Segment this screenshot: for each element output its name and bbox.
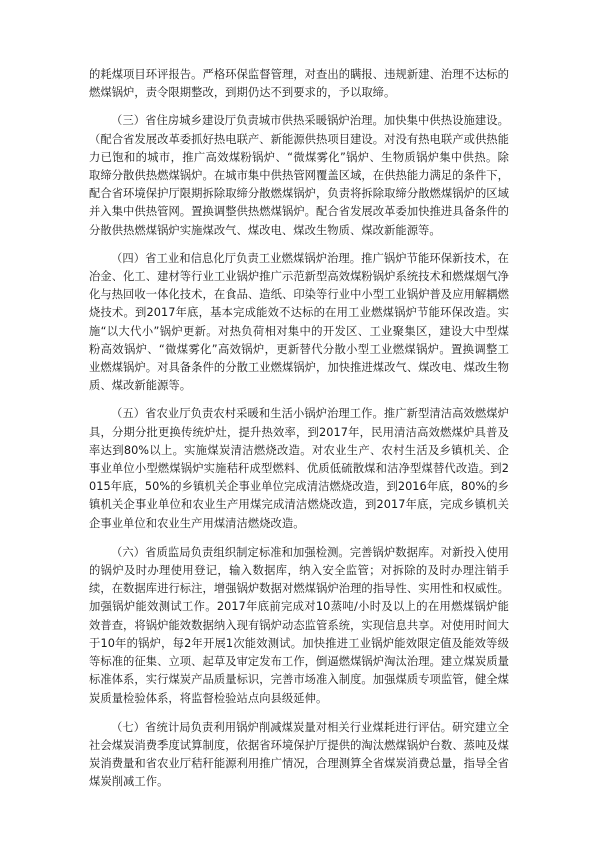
paragraph-section-7: （七）省统计局负责利用锅炉削减煤炭量对相关行业煤耗进行评估。研究建立全社会煤炭消费季度试算制度，依据省环境保护厅提供的淘汰燃煤锅炉台数、蒸吨及煤炭消费量和省农业厅秸秆能源利用推广情况，合理测算全省煤炭消费总量，指导全省煤炭削减工作。 (89, 720, 509, 789)
paragraph-section-5: （五）省农业厅负责农村采暖和生活小锅炉治理工作。推广新型清洁高效燃煤炉具，分期分批更换传统炉灶，提升热效率，到2017年，民用清洁高效燃煤炉具普及率达到80%以上。实施煤炭清洁燃烧改造。对农业生产、农村生活及乡镇机关、企事业单位小型燃煤锅炉实施秸秆成型燃料、优质低硫散煤和洁净型煤替代改造。到2015年底，50%的乡镇机关企事业单位完成清洁燃烧改造，到2016年底，80%的乡镇机关企事业单位和农业生产用煤完成清洁燃烧改造，到2017年底，完成乡镇机关企事业单位和农业生产用煤清洁燃烧改造。 (89, 407, 509, 530)
paragraph-section-3: （三）省住房城乡建设厅负责城市供热采暖锅炉治理。加快集中供热设施建设。（配合省发展改革委抓好热电联产、新能源供热项目建设。对没有热电联产或供热能力已饱和的城市，推广高效煤粉锅炉、“微煤雾化”锅炉、生物质锅炉集中供热。除取缔分散供热燃煤锅炉。在城市集中供热管网覆盖区域，在供热能力满足的条件下，配合省环境保护厅限期拆除取缔分散燃煤锅炉，负责将拆除取缔分散燃煤锅炉的区域并入集中供热管网。置换调整供热燃煤锅炉。配合省发展改革委加快推进具备条件的分散供热燃煤锅炉实施煤改气、煤改电、煤改生物质、煤改新能源等。 (89, 114, 509, 237)
document-body (89, 66, 509, 792)
paragraph-section-4: （四）省工业和信息化厅负责工业燃煤锅炉治理。推广锅炉节能环保新技术，在冶金、化工、建材等行业工业锅炉推广示范新型高效煤粉锅炉系统技术和燃煤烟气净化与热回收一体化技术，在食品、造纸、印染等行业中小型工业锅炉普及应用解耦燃烧技术。到2017年底，基本完成能效不达标的在用工业燃煤锅炉节能环保改造。实施“以大代小”锅炉更新。对热负荷相对集中的开发区、工业聚集区，建设大中型煤粉高效锅炉、“微煤雾化”高效锅炉，更新替代分散小型工业燃煤锅炉。置换调整工业燃煤锅炉。对具备条件的分散工业燃煤锅炉，加快推进煤改气、煤改电、煤改生物质、煤改新能源等。 (89, 251, 509, 393)
paragraph-continuation: 的耗煤项目环评报告。严格环保监督管理，对查出的瞒报、违规新建、治理不达标的燃煤锅炉，责令限期整改，到期仍达不到要求的，予以取缔。 (89, 68, 509, 100)
paragraph-section-6: （六）省质监局负责组织制定标准和加强检测。完善锅炉数据库。对新投入使用的锅炉及时办理使用登记，输入数据库，纳入安全监管；对拆除的及时办理注销手续，在数据库进行标注，增强锅炉数据对燃煤锅炉治理的指导性、实用性和权威性。加强锅炉能效测试工作。2017年底前完成对10蒸吨/小时及以上的在用燃煤锅炉能效普查，将锅炉能效数据纳入现有锅炉动态监管系统，实现信息共享。对使用时间大于10年的锅炉，每2年开展1次能效测试。加快推进工业锅炉能效限定值及能效等级等标准的征集、立项、起草及审定发布工作，倒逼燃煤锅炉淘汰治理。建立煤炭质量标准体系，实行煤炭产品质量标识，完善市场准入制度。加强煤质专项监管，健全煤炭质量检验体系，将监督检验站点向县级延伸。 (89, 545, 509, 705)
